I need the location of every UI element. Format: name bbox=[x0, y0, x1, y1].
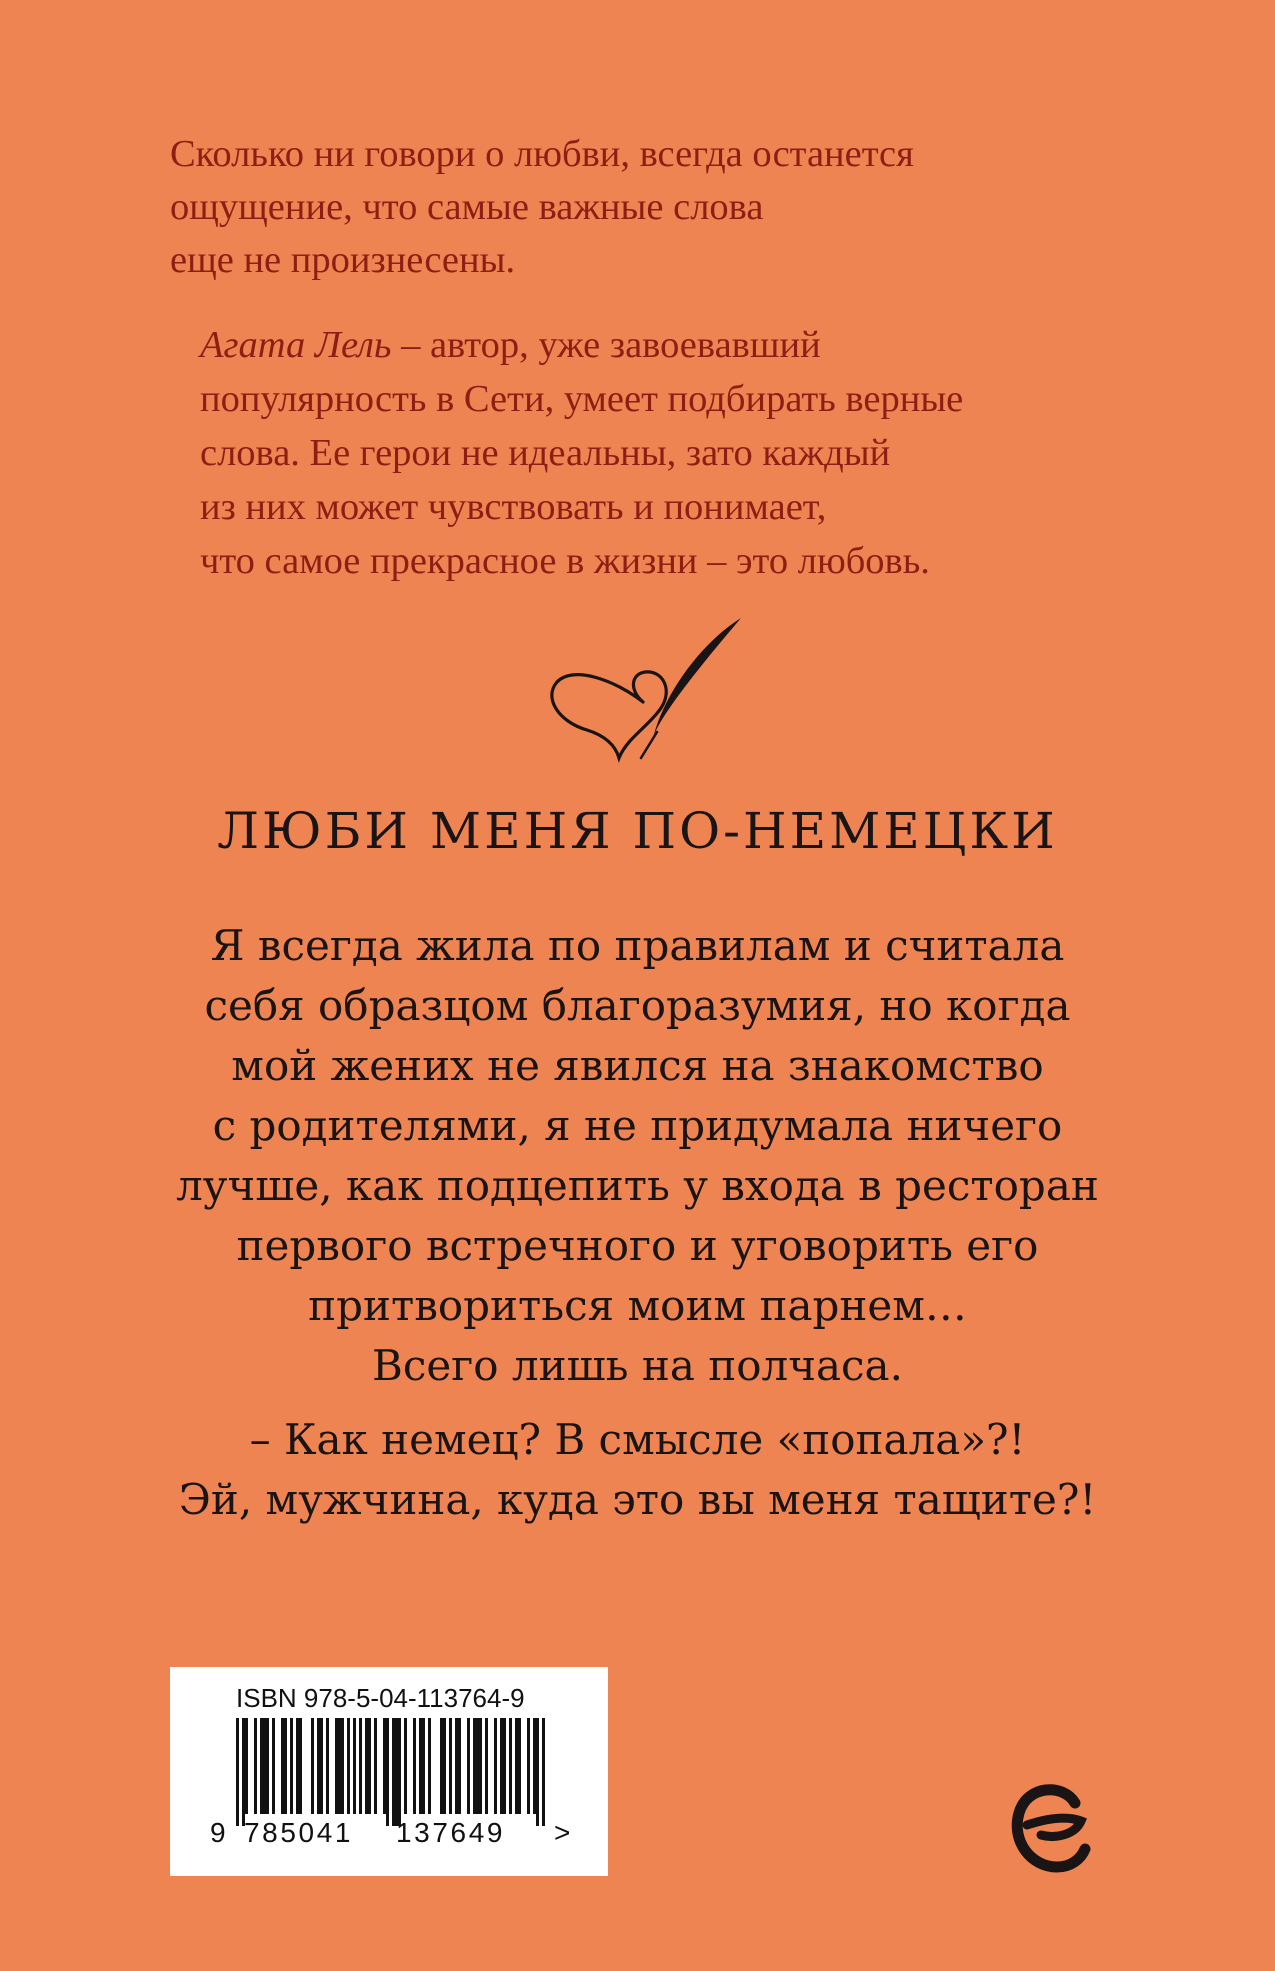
intro-quote bbox=[170, 128, 1090, 287]
publisher-logo-icon bbox=[1005, 1775, 1095, 1875]
story-line: первого встречного и уговорить его bbox=[236, 1221, 1039, 1270]
dialog-quote bbox=[0, 1410, 1275, 1530]
intro-line: ощущение, что самые важные слова bbox=[170, 186, 764, 228]
barcode-bar bbox=[485, 1718, 488, 1814]
author-name: Агата Лель bbox=[200, 324, 392, 366]
barcode-panel bbox=[170, 1667, 608, 1876]
barcode-bar bbox=[335, 1718, 338, 1814]
barcode-bar bbox=[311, 1718, 314, 1814]
barcode-bar bbox=[443, 1718, 446, 1814]
heart-quill-icon bbox=[545, 610, 745, 765]
barcode-bar bbox=[500, 1718, 503, 1814]
author-line-rest: – автор, уже завоевавший bbox=[391, 324, 821, 366]
barcode-bar bbox=[374, 1718, 377, 1814]
story-line: себя образцом благоразумия, но когда bbox=[204, 981, 1071, 1030]
barcode-bar bbox=[413, 1718, 416, 1814]
barcode-bar bbox=[428, 1718, 431, 1814]
barcode-left-group: 785041 bbox=[244, 1817, 354, 1848]
barcode-bar bbox=[281, 1718, 284, 1814]
barcode-bar bbox=[272, 1718, 275, 1814]
barcode-bar bbox=[365, 1718, 368, 1814]
barcode-bar bbox=[266, 1718, 269, 1814]
barcode-bar bbox=[455, 1718, 458, 1814]
story-line: Я всегда жила по правилам и считала bbox=[210, 921, 1065, 970]
dialog-line: Эй, мужчина, куда это вы меня тащите?! bbox=[178, 1475, 1097, 1524]
barcode-first-digit: 9 bbox=[210, 1817, 226, 1848]
barcode-bar bbox=[320, 1718, 323, 1814]
barcode-bar bbox=[449, 1718, 452, 1814]
barcode-bar bbox=[527, 1718, 530, 1814]
story-line: Всего лишь на полчаса. bbox=[372, 1341, 903, 1390]
barcode-bar bbox=[368, 1718, 371, 1814]
about-line: из них может чувствовать и понимает, bbox=[200, 486, 827, 528]
book-title: ЛЮБИ МЕНЯ ПО-НЕМЕЦКИ bbox=[217, 802, 1058, 860]
dialog-line: – Как немец? В смысле «попала»?! bbox=[249, 1415, 1026, 1464]
barcode-bar bbox=[398, 1718, 401, 1826]
barcode-bar bbox=[245, 1718, 248, 1814]
barcode-bar bbox=[341, 1718, 344, 1814]
barcode-bar bbox=[419, 1718, 422, 1814]
barcode-bars bbox=[236, 1718, 546, 1828]
barcode-bar bbox=[473, 1718, 476, 1814]
barcode-bar bbox=[386, 1718, 389, 1826]
barcode-bar bbox=[338, 1718, 341, 1814]
barcode-bar bbox=[392, 1718, 395, 1826]
barcode-bar bbox=[347, 1718, 350, 1814]
barcode-bar bbox=[299, 1718, 302, 1814]
barcode-bar bbox=[236, 1718, 239, 1826]
barcode-bar bbox=[458, 1718, 461, 1814]
barcode-bar bbox=[422, 1718, 425, 1814]
barcode-digits bbox=[210, 1817, 590, 1853]
barcode-bar bbox=[533, 1718, 536, 1814]
barcode-bar bbox=[440, 1718, 443, 1814]
author-line bbox=[200, 318, 1120, 372]
barcode-bar bbox=[467, 1718, 470, 1814]
story-line: притвориться моим парнем… bbox=[308, 1281, 967, 1330]
barcode-bar bbox=[479, 1718, 482, 1814]
story-line: лучше, как подцепить у входа в ресторан bbox=[176, 1161, 1099, 1210]
barcode-bar bbox=[395, 1718, 398, 1826]
barcode-bar bbox=[503, 1718, 506, 1814]
barcode-bar bbox=[242, 1718, 245, 1826]
barcode-bar bbox=[296, 1718, 299, 1814]
barcode-bar bbox=[476, 1718, 479, 1814]
intro-line: Сколько ни говори о любви, всегда останется bbox=[170, 133, 914, 175]
barcode-right-group: 137649 bbox=[396, 1817, 506, 1848]
author-blurb bbox=[200, 318, 1120, 588]
isbn-label: ISBN 978-5-04-113764-9 bbox=[236, 1683, 525, 1713]
barcode-bar bbox=[317, 1718, 320, 1814]
about-line: популярность в Сети, умеет подбирать верные bbox=[200, 378, 964, 420]
barcode-bar bbox=[326, 1718, 329, 1814]
story-blurb bbox=[0, 916, 1275, 1396]
barcode-bar bbox=[254, 1718, 257, 1814]
barcode-bar bbox=[518, 1718, 521, 1814]
story-line: с родителями, я не придумала ничего bbox=[212, 1101, 1063, 1150]
barcode-bar bbox=[353, 1718, 356, 1814]
intro-line: еще не произнесены. bbox=[170, 239, 516, 281]
barcode-bar bbox=[509, 1718, 512, 1814]
about-line: слова. Ее герои не идеальны, зато каждый bbox=[200, 432, 891, 474]
barcode-bar bbox=[536, 1718, 539, 1826]
barcode-bar bbox=[284, 1718, 287, 1814]
barcode-bar bbox=[494, 1718, 497, 1814]
barcode-bar bbox=[542, 1718, 545, 1826]
barcode-bar bbox=[515, 1718, 518, 1814]
about-line: что самое прекрасное в жизни – это любовь. bbox=[200, 540, 930, 582]
barcode-bar bbox=[290, 1718, 293, 1814]
barcode-bar bbox=[404, 1718, 407, 1814]
story-line: мой жених не явился на знакомство bbox=[231, 1041, 1044, 1090]
barcode-bar bbox=[383, 1718, 386, 1814]
barcode-bar bbox=[359, 1718, 362, 1814]
barcode-quiet-mark: > bbox=[554, 1817, 571, 1848]
barcode-bar bbox=[260, 1718, 263, 1814]
barcode-bar bbox=[263, 1718, 266, 1814]
